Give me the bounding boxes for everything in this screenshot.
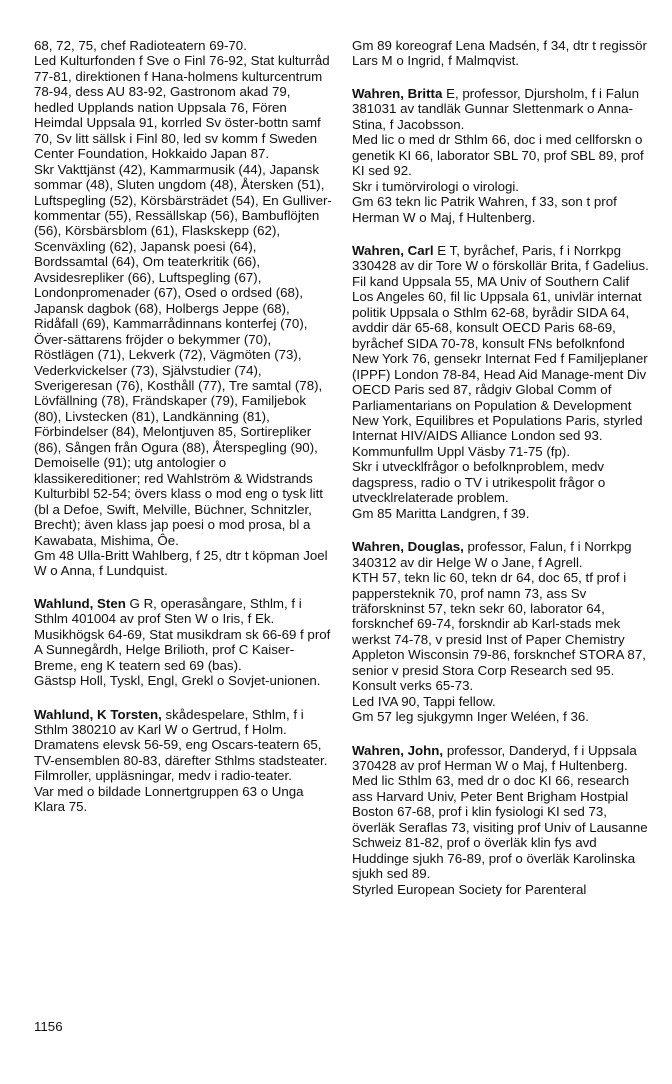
entry-name: Wahren, Carl — [352, 242, 434, 258]
entry-wahren-douglas — [352, 539, 652, 724]
entry-body: E, professor, Djursholm, f i Falun 381031 av tandläk Gunnar Slettenmark o Anna-Stina, f Jacobsson. Med lic o med dr Sthlm 66, doc i med cellforskn o genetik KI 66, laborator SBL 70, prof SBL 89, prof KI sed 92. Skr i tumörvirologi o virologi. Gm 63 tekn lic Patrik Wahren, f 33, son t prof Herman W o Maj, f Hultenberg. — [352, 85, 644, 225]
entry-name: Wahren, Britta — [352, 85, 443, 101]
continued-entry-text: Gm 89 koreograf Lena Madsén, f 34, dtr t regissör Lars M o Ingrid, f Malmqvist. — [352, 38, 647, 69]
entry-body: professor, Danderyd, f i Uppsala 370428 av prof Herman W o Maj, f Hultenberg. Med lic Sthlm 63, med dr o doc KI 66, research ass Harvard Univ, Peter Bent Brigham Hostpial Boston 67-68, prof i klin fysiologi KI sed 73, överläk Seraflas 73, visiting prof Univ of Lausanne Schweiz 81-82, prof o överläk klin fys avd Huddinge sjukh 76-89, prof o överläk Karolinska sjukh sed 89. Styrled European Society for Parenteral — [352, 742, 648, 897]
entry-body: professor, Falun, f i Norrkpg 340312 av dir Helge W o Jane, f Agrell. KTH 57, tekn lic 60, tekn dr 64, doc 65, tf prof i pappersteknik 70, prof namn 73, ass Sv träforskninst 57, tekn sekr 60, laborator 64, forsknchef 69-74, forskndir ab Karl-stads mek werkst 74-78, v presid Inst of Paper Chemistry Appleton Wisconsin 79-86, forsknchef STORA 87, senior v presid Stora Corp Research sed 95. Konsult verks 65-73. Led IVA 90, Tappi fellow. Gm 57 leg sjukgymn Inger Weléen, f 36. — [352, 539, 646, 725]
entry-body: E T, byråchef, Paris, f i Norrkpg 330428 av dir Tore W o förskollär Brita, f Gadelius. Fil kand Uppsala 55, MA Univ of Southern Calif Los Angeles 60, fil lic Uppsala 61, univlär internat politik Uppsala o Sthlm 62-68, byrådir SIDA 64, avddir där 65-68, konsult OECD Paris 68-69, byråchef SIDA 70-78, konsult FNs befolknfond New York 76, gensekr Internat Fed f Familjeplaner (IPPF) London 78-84, Head Aid Manage-ment Div OECD Paris sed 87, rådgiv Global Comm of Parliamentarians on Population & Development New York, Equilibres et Populations Paris, styrled Internat HIV/AIDS Alliance London sed 93. Kommunfullm Uppl Väsby 71-75 (fp). Skr i utvecklfrågor o befolknproblem, medv dagspress, radio o TV i utrikespolit frågor o utvecklrelaterade problem. Gm 85 Maritta Landgren, f 39. — [352, 242, 649, 521]
left-column — [34, 38, 334, 833]
entry-wahren-carl — [352, 243, 652, 521]
entry-name: Wahren, John, — [352, 742, 444, 758]
continued-entry-text: 68, 72, 75, chef Radioteatern 69-70. Led Kulturfonden f Sve o Finl 76-92, Stat kulturråd 77-81, direktionen f Hana-holmens kulturcentrum 78-94, dess AU 83-92, Gastronom akad 79, hedled Upplands nation Uppsala 76, Fören Heimdal Uppsala 91, korrled Sv öster-bottn samf 70, Sv litt sällsk i Finl 80, led sv komm f Sweden Center Foundation, Hokkaido Japan 87. Skr Vakttjänst (42), Kammarmusik (44), Japansk sommar (48), Sluten ungdom (48), Återsken (51), Luftspegling (52), Körsbärsträdet (54), En Gulliver-kommentar (55), Ressällskap (56), Bambuflöjten (56), Körsbärsblom (61), Flaskskepp (62), Scenväxling (62), Japansk poesi (64), Bordssamtal (64), Om teaterkritik (66), Avsidesrepliker (66), Luftspegling (67), Londonpromenader (67), Osed o ordsed (68), Japansk dagbok (68), Holbergs Jeppe (68), Ridåfall (69), Kammarrådinnans konterfej (70), Över-sättarens fröjder o bekymmer (70), Röstlägen (71), Lekverk (72), Vägmöten (73), Vederkvickelser (73), Självstudier (74), Sverigeresan (76), Kosthåll (77), Tre samtal (78), Lövfällning (78), Frändskaper (79), Familjebok (80), Livstecken (81), Landkänning (81), Förbindelser (84), Melontjuven 85, Sortirepliker (86), Sången från Ogura (88), Återspegling (90), Demoiselle (91); utg antologier o klassikereditioner; red Wahlström & Widstrands Kulturbibl 52-54; övers klass o mod eng o tysk litt (bl a Defoe, Swift, Melville, Büchner, Schnitzler, Brecht); även klass jap poesi o mod prosa, bl a Kawabata, Mishima, Ôe. Gm 48 Ulla-Britt Wahlberg, f 25, dtr t köpman Joel W o Anna, f Lundquist. — [34, 38, 332, 579]
entry-body: G R, operasångare, Sthlm, f i Sthlm 401004 av prof Sten W o Iris, f Ek. Musikhögsk 64-69, Stat musikdram sk 66-69 f prof A Sunnegårdh, Helge Brilioth, prof C Kaiser-Breme, eng K teatern sed 69 (bas). Gästsp Holl, Tyskl, Engl, Grekl o Sovjet-unionen. — [34, 595, 331, 689]
page-number: 1156 — [34, 1019, 63, 1034]
entry-wahren-john — [352, 743, 652, 898]
entry-wahlund-torsten — [34, 707, 334, 815]
entry-body: skådespelare, Sthlm, f i Sthlm 380210 av Karl W o Gertrud, f Holm. Dramatens elevsk 56-59, eng Oscars-teatern 65, TV-ensemblen 80-83, därefter Sthlms stadsteater. Filmroller, uppläsningar, medv i radio-teater. Var med o bildade Lonnertgruppen 63 o Unga Klara 75. — [34, 706, 328, 815]
right-column — [352, 38, 652, 915]
entry-name: Wahlund, K Torsten, — [34, 706, 162, 722]
entry-name: Wahlund, Sten — [34, 595, 126, 611]
entry-wahren-britta — [352, 86, 652, 225]
entry-name: Wahren, Douglas, — [352, 539, 464, 555]
entry-wahlund-sten — [34, 596, 334, 689]
